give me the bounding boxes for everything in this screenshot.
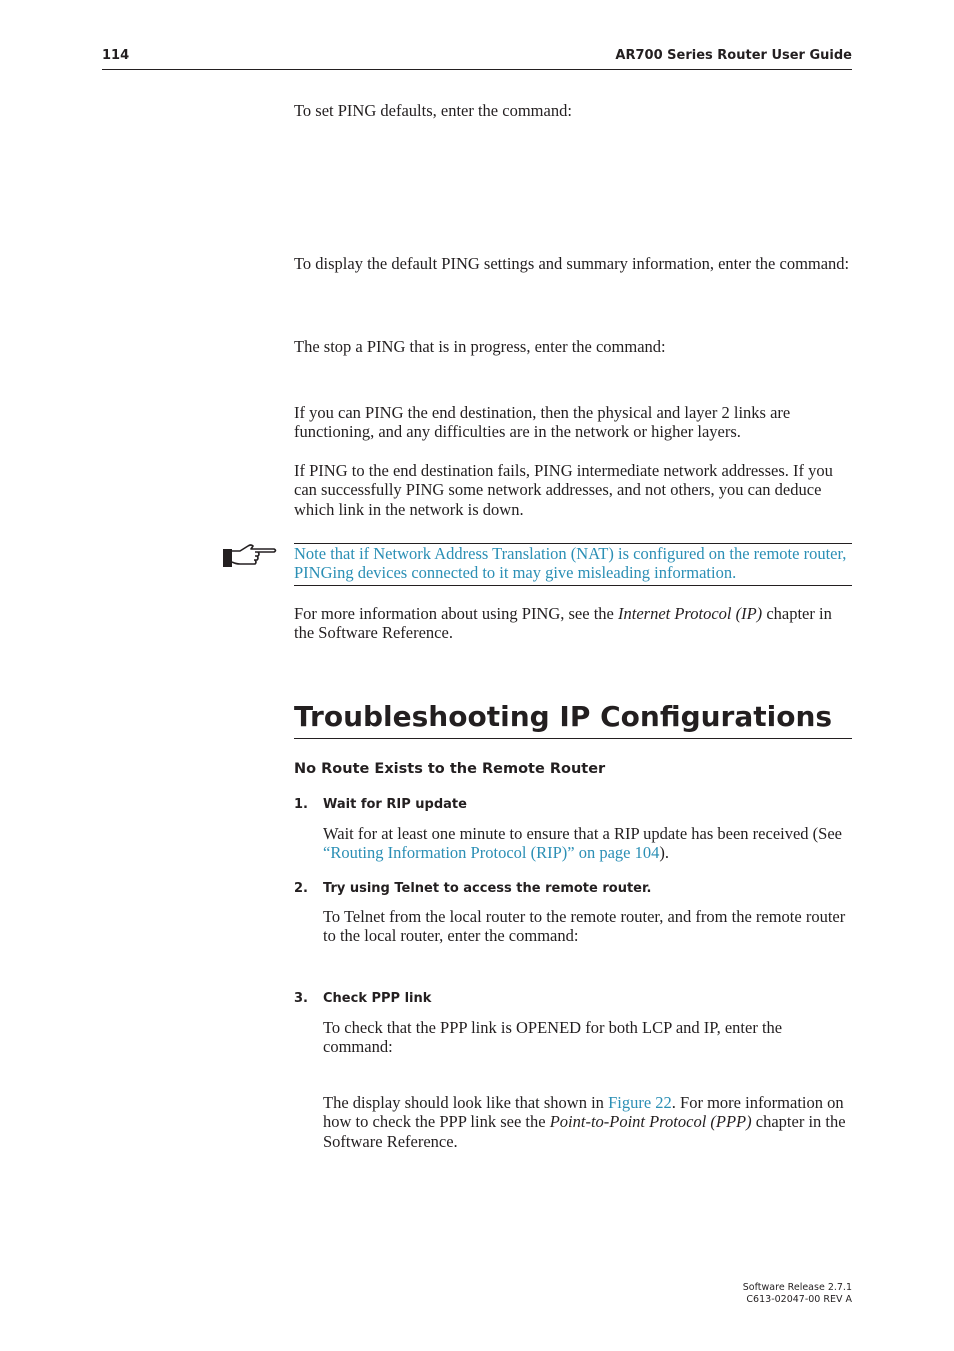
page-number: 114 (102, 48, 130, 63)
stop-ping-paragraph: The stop a PING that is in progress, enter the command: (294, 337, 666, 356)
step-1-number: 1. (294, 797, 308, 812)
step-2-title: Try using Telnet to access the remote router. (323, 881, 652, 896)
step-2-text: To Telnet from the local router to the remote router, and from the remote router to the local router, enter the command: (323, 907, 846, 946)
ip-chapter-ref: Internet Protocol (IP) (618, 604, 763, 623)
display-ping-paragraph: To display the default PING settings and summary information, enter the command: (294, 254, 850, 273)
set-ping-paragraph: To set PING defaults, enter the command: (294, 101, 572, 120)
ppp-chapter-ref: Point-to-Point Protocol (PPP) (549, 1112, 752, 1132)
step-3-number: 3. (294, 991, 308, 1006)
document-id: C613-02047-00 REV A (746, 1293, 852, 1305)
more-info-text: For more information about using PING, see the (294, 604, 618, 623)
more-info-tail: chapter in the Software Reference. (294, 604, 832, 643)
end-fail-paragraph: If PING to the end destination fails, PING intermediate network addresses. If you can successfully PING some network addresses, and not others, you can deduce which link in the network is down. (294, 461, 833, 519)
figure-22-link[interactable]: Figure 22 (608, 1093, 672, 1112)
step-1-text (323, 824, 854, 863)
nat-note (294, 543, 852, 586)
step-2-number: 2. (294, 881, 308, 896)
section-subtitle: No Route Exists to the Remote Router (294, 761, 606, 777)
software-release: Software Release 2.7.1 (742, 1282, 852, 1293)
page-footer (720, 1282, 852, 1305)
pointing-hand-icon (222, 540, 278, 570)
step-3-title: Check PPP link (323, 991, 432, 1006)
step-3-text: To check that the PPP link is OPENED for both LCP and IP, enter the command: (323, 1018, 783, 1057)
end-success-paragraph: If you can PING the end destination, then the physical and layer 2 links are functioning, and any difficulties are in the network or higher layers. (294, 403, 791, 442)
page-header (102, 48, 852, 70)
guide-title: AR700 Series Router User Guide (615, 48, 852, 63)
rip-link[interactable]: “Routing Information Protocol (RIP)” on page 104 (323, 843, 660, 863)
step-1-body: Wait for at least one minute to ensure that a RIP update has been received (See (323, 824, 842, 843)
step-1-title: Wait for RIP update (323, 797, 467, 812)
display-text: The display should look like that shown in (323, 1093, 609, 1112)
nat-note-text: Note that if Network Address Translation (NAT) is configured on the remote router, PINGing devices connected to it may give misleading information. (294, 544, 847, 583)
more-info-paragraph (294, 604, 854, 643)
step-3-display-text (323, 1093, 854, 1151)
display-mid: . For more information on how to check the PPP link see the (323, 1093, 844, 1132)
step-1-tail: ). (659, 843, 669, 863)
display-tail: chapter in the Software Reference. (323, 1112, 846, 1151)
section-title: Troubleshooting IP Configurations (294, 699, 852, 739)
